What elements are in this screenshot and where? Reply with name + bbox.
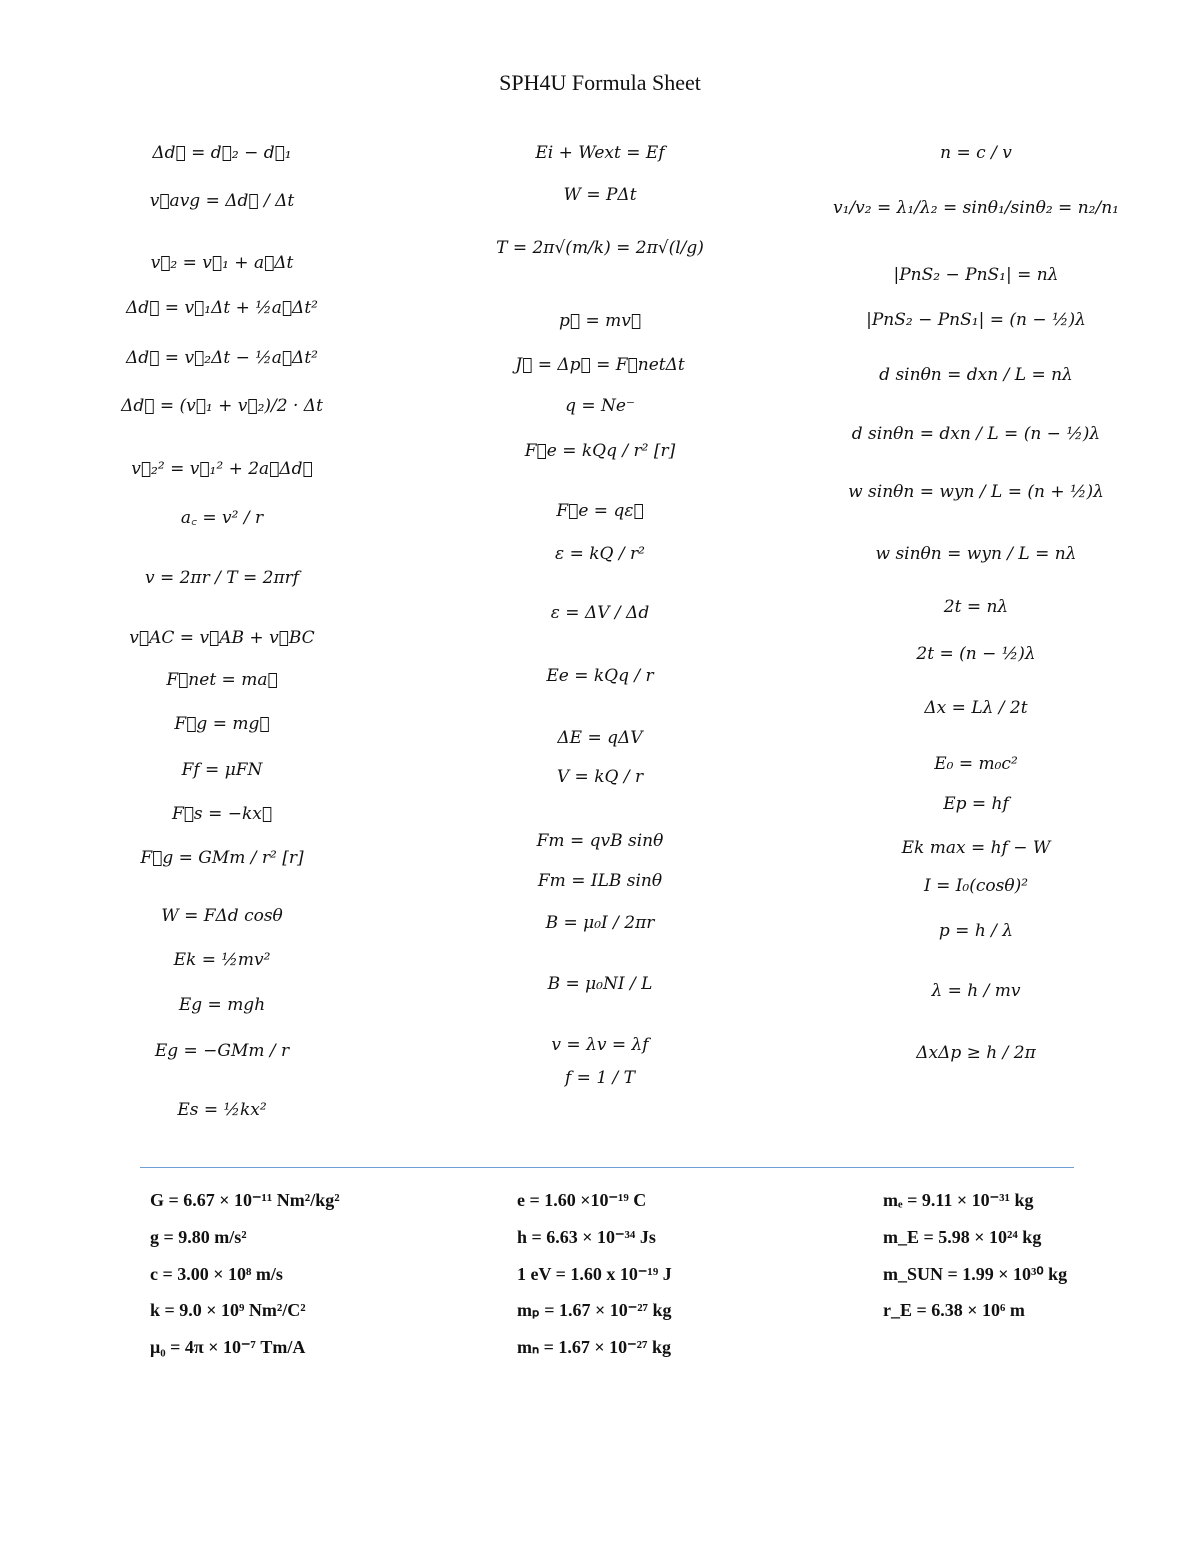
formula-middle-19: f = 1 / T [564, 1068, 636, 1088]
formula-right-7: w sinθn = wyn / L = (n + ½)λ [848, 482, 1104, 502]
formula-middle-3: T = 2π√(m/k) = 2π√(l/g) [496, 238, 704, 258]
formula-left-14: F⃗s = −kx⃗ [171, 804, 273, 824]
formula-middle-16: B = μ₀I / 2πr [545, 913, 655, 933]
formula-right-2: v₁/v₂ = λ₁/λ₂ = sinθ₁/sinθ₂ = n₂/n₁ [833, 198, 1119, 218]
constant-right-1: mₑ = 9.11 × 10⁻³¹ kg [883, 1190, 1034, 1210]
constant-left-1: G = 6.67 × 10⁻¹¹ Nm²/kg² [150, 1190, 340, 1210]
formula-middle-17: B = μ₀NI / L [547, 974, 653, 994]
formula-middle-18: v = λv = λf [551, 1035, 649, 1055]
formula-middle-10: ε = ΔV / Δd [550, 603, 650, 623]
formula-middle-15: Fm = ILB sinθ [537, 871, 663, 891]
constant-right-4: r_E = 6.38 × 10⁶ m [883, 1300, 1025, 1320]
formula-left-10: v⃗AC = v⃗AB + v⃗BC [129, 628, 315, 648]
formula-middle-12: ΔE = qΔV [557, 728, 643, 748]
formula-right-1: n = c / v [940, 143, 1012, 163]
constant-middle-5: mₙ = 1.67 × 10⁻²⁷ kg [517, 1337, 671, 1357]
constant-left-4: k = 9.0 × 10⁹ Nm²/C² [150, 1300, 306, 1320]
formula-left-20: Es = ½kx² [177, 1100, 267, 1120]
formula-middle-14: Fm = qvB sinθ [536, 831, 664, 851]
formula-left-12: F⃗g = mg⃗ [174, 714, 270, 734]
formula-left-2: v⃗avg = Δd⃗ / Δt [149, 191, 295, 211]
formula-right-3: |PnS₂ − PnS₁| = nλ [893, 265, 1059, 285]
formula-left-5: Δd⃗ = v⃗₂Δt − ½a⃗Δt² [126, 348, 318, 368]
formula-right-5: d sinθn = dxn / L = nλ [879, 365, 1073, 385]
formula-left-16: W = FΔd cosθ [161, 906, 283, 926]
constant-middle-4: mₚ = 1.67 × 10⁻²⁷ kg [517, 1300, 672, 1320]
constant-left-5: μ₀ = 4π × 10⁻⁷ Tm/A [150, 1337, 306, 1357]
formula-right-18: ΔxΔp ≥ h / 2π [916, 1043, 1036, 1063]
constant-middle-1: e = 1.60 ×10⁻¹⁹ C [517, 1190, 647, 1210]
formula-left-11: F⃗net = ma⃗ [166, 670, 278, 690]
page-title: SPH4U Formula Sheet [499, 70, 701, 95]
formula-left-19: Eg = −GMm / r [154, 1041, 290, 1061]
formula-middle-1: Ei + Wext = Ef [535, 143, 665, 163]
formula-left-7: v⃗₂² = v⃗₁² + 2a⃗Δd⃗ [131, 459, 313, 479]
formula-right-14: Ek max = hf − W [901, 838, 1051, 858]
formula-right-15: I = I₀(cosθ)² [923, 876, 1029, 896]
formula-left-1: Δd⃗ = d⃗₂ − d⃗₁ [152, 143, 292, 163]
formula-left-3: v⃗₂ = v⃗₁ + a⃗Δt [150, 253, 294, 273]
formula-middle-13: V = kQ / r [556, 767, 644, 787]
formula-right-6: d sinθn = dxn / L = (n − ½)λ [851, 424, 1101, 444]
formula-middle-2: W = PΔt [563, 185, 637, 205]
formula-left-17: Ek = ½mv² [173, 950, 271, 970]
formula-middle-9: ε = kQ / r² [555, 544, 645, 564]
section-divider [140, 1167, 1074, 1168]
formula-left-18: Eg = mgh [178, 995, 266, 1015]
formula-right-17: λ = h / mv [931, 981, 1021, 1001]
formula-left-6: Δd⃗ = (v⃗₁ + v⃗₂)/2 · Δt [121, 396, 323, 416]
formula-left-15: F⃗g = GMm / r² [r] [140, 848, 304, 868]
constant-right-2: m_E = 5.98 × 10²⁴ kg [883, 1227, 1042, 1247]
formula-middle-4: p⃗ = mv⃗ [558, 311, 642, 331]
constant-left-3: c = 3.00 × 10⁸ m/s [150, 1264, 283, 1284]
formula-left-4: Δd⃗ = v⃗₁Δt + ½a⃗Δt² [126, 298, 318, 318]
formula-right-11: Δx = Lλ / 2t [924, 698, 1028, 718]
constant-right-3: m_SUN = 1.99 × 10³⁰ kg [883, 1264, 1068, 1284]
formula-middle-6: q = Ne⁻ [565, 396, 635, 416]
formula-right-4: |PnS₂ − PnS₁| = (n − ½)λ [866, 310, 1086, 330]
formula-right-13: Ep = hf [943, 794, 1009, 814]
formula-right-9: 2t = nλ [943, 597, 1009, 617]
formula-right-16: p = h / λ [938, 921, 1014, 941]
constant-left-2: g = 9.80 m/s² [150, 1227, 247, 1247]
formula-middle-5: J⃗ = Δp⃗ = F⃗netΔt [515, 355, 685, 375]
constant-middle-2: h = 6.63 × 10⁻³⁴ Js [517, 1227, 656, 1247]
formula-right-8: w sinθn = wyn / L = nλ [875, 544, 1077, 564]
formula-left-8: a꜀ = v² / r [180, 508, 264, 528]
formula-left-9: v = 2πr / T = 2πrf [144, 568, 300, 588]
formula-right-10: 2t = (n − ½)λ [916, 644, 1036, 664]
formula-middle-11: Ee = kQq / r [546, 666, 654, 686]
formula-middle-8: F⃗e = qε⃗ [556, 501, 644, 521]
formula-right-12: E₀ = m₀c² [934, 754, 1018, 774]
formula-left-13: Ff = μFN [181, 760, 263, 780]
constant-middle-3: 1 eV = 1.60 x 10⁻¹⁹ J [517, 1264, 672, 1284]
formula-middle-7: F⃗e = kQq / r² [r] [524, 441, 676, 461]
